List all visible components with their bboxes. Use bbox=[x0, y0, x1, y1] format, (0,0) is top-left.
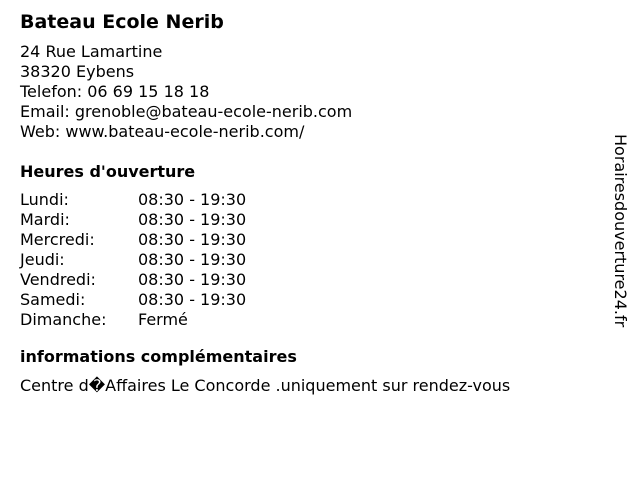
hours-row-thursday bbox=[20, 250, 600, 270]
hours-row-wednesday bbox=[20, 230, 600, 250]
web-line: Web: www.bateau-ecole-nerib.com/ bbox=[20, 122, 305, 141]
day-time: 08:30 - 19:30 bbox=[138, 290, 247, 309]
hours-row-tuesday bbox=[20, 210, 600, 230]
hours-title: Heures d'ouverture bbox=[20, 162, 196, 181]
business-card bbox=[20, 10, 600, 396]
phone-line: Telefon: 06 69 15 18 18 bbox=[20, 82, 210, 101]
day-time: 08:30 - 19:30 bbox=[138, 190, 247, 209]
side-brand-text: Horairesdouverture24.fr bbox=[611, 134, 630, 328]
day-label: Samedi: bbox=[20, 290, 86, 309]
hours-row-sunday bbox=[20, 310, 600, 330]
address-street: 24 Rue Lamartine bbox=[20, 42, 163, 61]
day-label: Dimanche: bbox=[20, 310, 107, 329]
hours-row-saturday bbox=[20, 290, 600, 310]
business-name: Bateau Ecole Nerib bbox=[20, 11, 224, 33]
day-time: 08:30 - 19:30 bbox=[138, 210, 247, 229]
info-title: informations complémentaires bbox=[20, 347, 297, 366]
day-label: Jeudi: bbox=[20, 250, 65, 269]
day-label: Vendredi: bbox=[20, 270, 96, 289]
side-brand-watermark bbox=[608, 134, 632, 344]
day-time: 08:30 - 19:30 bbox=[138, 250, 247, 269]
day-time: Fermé bbox=[138, 310, 188, 329]
hours-list bbox=[20, 190, 600, 330]
info-text: Centre d�Affaires Le Concorde .uniquement sur rendez-vous bbox=[20, 376, 511, 395]
day-label: Mercredi: bbox=[20, 230, 95, 249]
day-label: Mardi: bbox=[20, 210, 70, 229]
day-label: Lundi: bbox=[20, 190, 69, 209]
address-city: 38320 Eybens bbox=[20, 62, 135, 81]
hours-row-monday bbox=[20, 190, 600, 210]
email-line: Email: grenoble@bateau-ecole-nerib.com bbox=[20, 102, 353, 121]
hours-row-friday bbox=[20, 270, 600, 290]
day-time: 08:30 - 19:30 bbox=[138, 270, 247, 289]
day-time: 08:30 - 19:30 bbox=[138, 230, 247, 249]
